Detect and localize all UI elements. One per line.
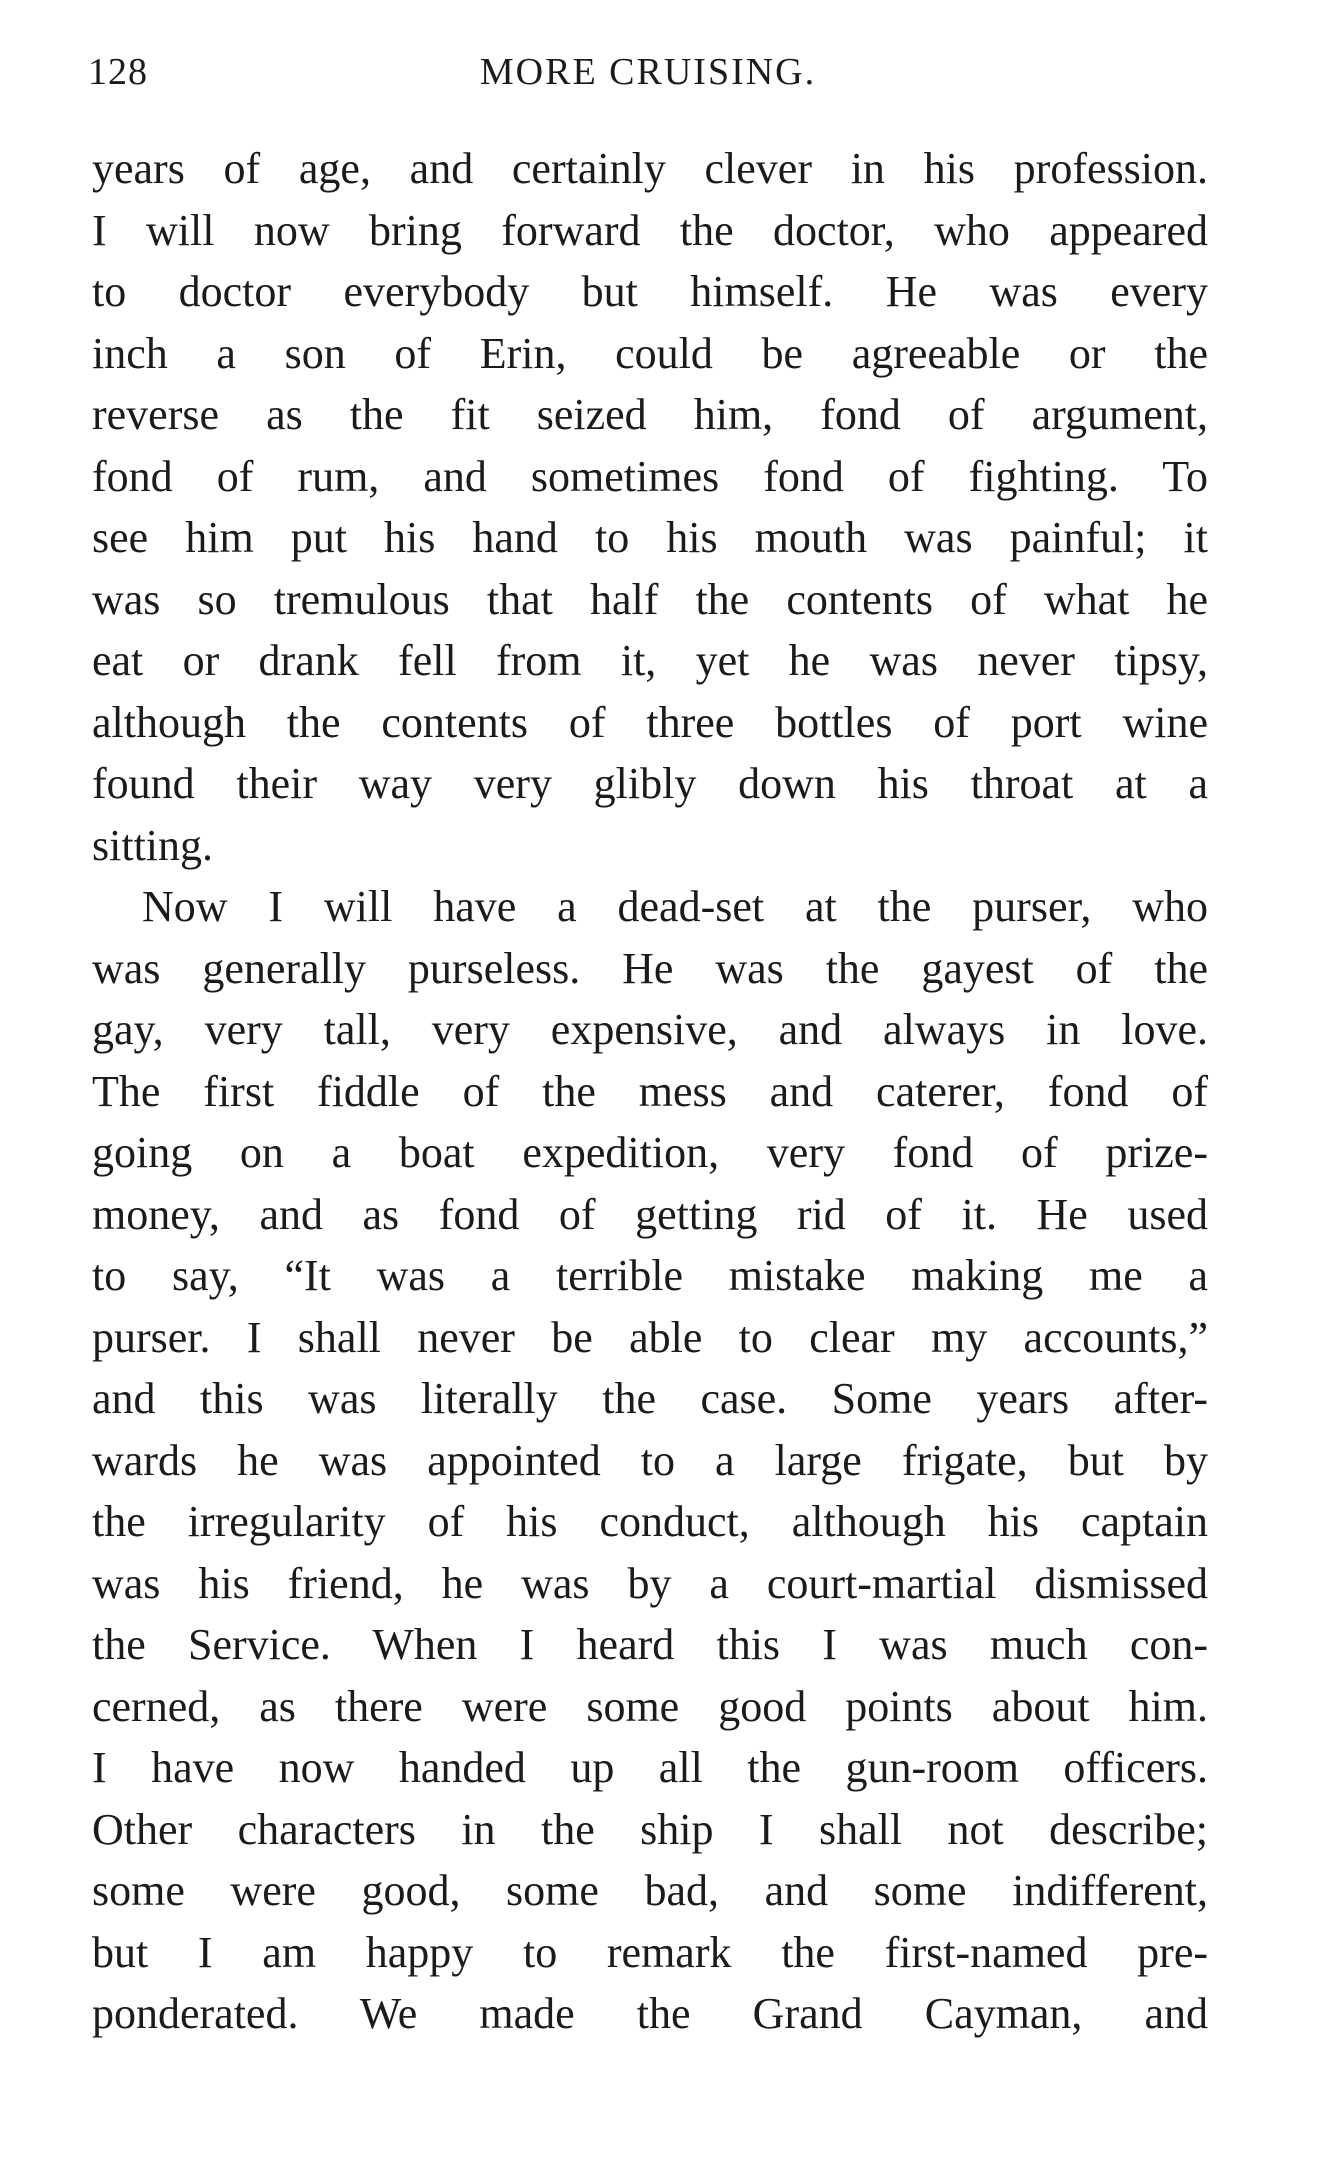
text-line: see him put his hand to his mouth was painful; it	[92, 513, 1208, 562]
text-line: the Service. When I heard this I was much con-	[92, 1620, 1208, 1669]
text-line: The first fiddle of the mess and caterer, fond of	[92, 1066, 1208, 1116]
text-line: was so tremulous that half the contents of what he	[92, 574, 1208, 624]
text-line: and this was literally the case. Some years after-	[92, 1374, 1208, 1423]
text-line: years of age, and certainly clever in his profession.	[92, 144, 1208, 193]
text-line: wards he was appointed to a large frigate, but by	[92, 1435, 1208, 1485]
text-line: eat or drank fell from it, yet he was never tipsy,	[92, 636, 1208, 685]
text-line: inch a son of Erin, could be agreeable or the	[92, 328, 1208, 378]
running-head: MORE CRUISING.	[479, 51, 817, 93]
text-line: some were good, some bad, and some indifferent,	[92, 1866, 1208, 1915]
body-text	[92, 138, 1208, 2045]
text-line: I will now bring forward the doctor, who appeared	[92, 205, 1208, 255]
text-line: Other characters in the ship I shall not describe;	[92, 1804, 1208, 1854]
text-line: cerned, as there were some good points about him.	[92, 1681, 1208, 1731]
paragraph	[92, 876, 1208, 2045]
text-line: ponderated. We made the Grand Cayman, and	[92, 1989, 1208, 2038]
text-line: found their way very glibly down his throat at a	[92, 759, 1208, 808]
page-header	[88, 44, 1208, 104]
text-line: sitting.	[92, 820, 214, 870]
text-line: although the contents of three bottles of port wine	[92, 697, 1208, 747]
text-line: Now I will have a dead-set at the purser, who	[142, 882, 1208, 931]
text-line: fond of rum, and sometimes fond of fighting. To	[92, 451, 1208, 501]
text-line: gay, very tall, very expensive, and always in love.	[92, 1005, 1208, 1054]
text-line: was his friend, he was by a court-martial dismissed	[92, 1558, 1208, 1608]
text-line: I have now handed up all the gun-room officers.	[92, 1743, 1208, 1792]
text-line: reverse as the fit seized him, fond of argument,	[92, 390, 1208, 439]
text-line: purser. I shall never be able to clear my accounts,”	[92, 1312, 1208, 1362]
text-line: the irregularity of his conduct, although his captain	[92, 1497, 1208, 1546]
text-line: but I am happy to remark the first-named pre-	[92, 1927, 1208, 1977]
paragraph	[92, 138, 1208, 876]
text-line: was generally purseless. He was the gayest of the	[92, 943, 1208, 993]
text-line: to say, “It was a terrible mistake making me a	[92, 1251, 1208, 1300]
text-line: to doctor everybody but himself. He was every	[92, 267, 1208, 316]
page-number: 128	[88, 51, 148, 93]
text-line: going on a boat expedition, very fond of prize-	[92, 1128, 1208, 1177]
text-line: money, and as fond of getting rid of it. He used	[92, 1189, 1208, 1239]
